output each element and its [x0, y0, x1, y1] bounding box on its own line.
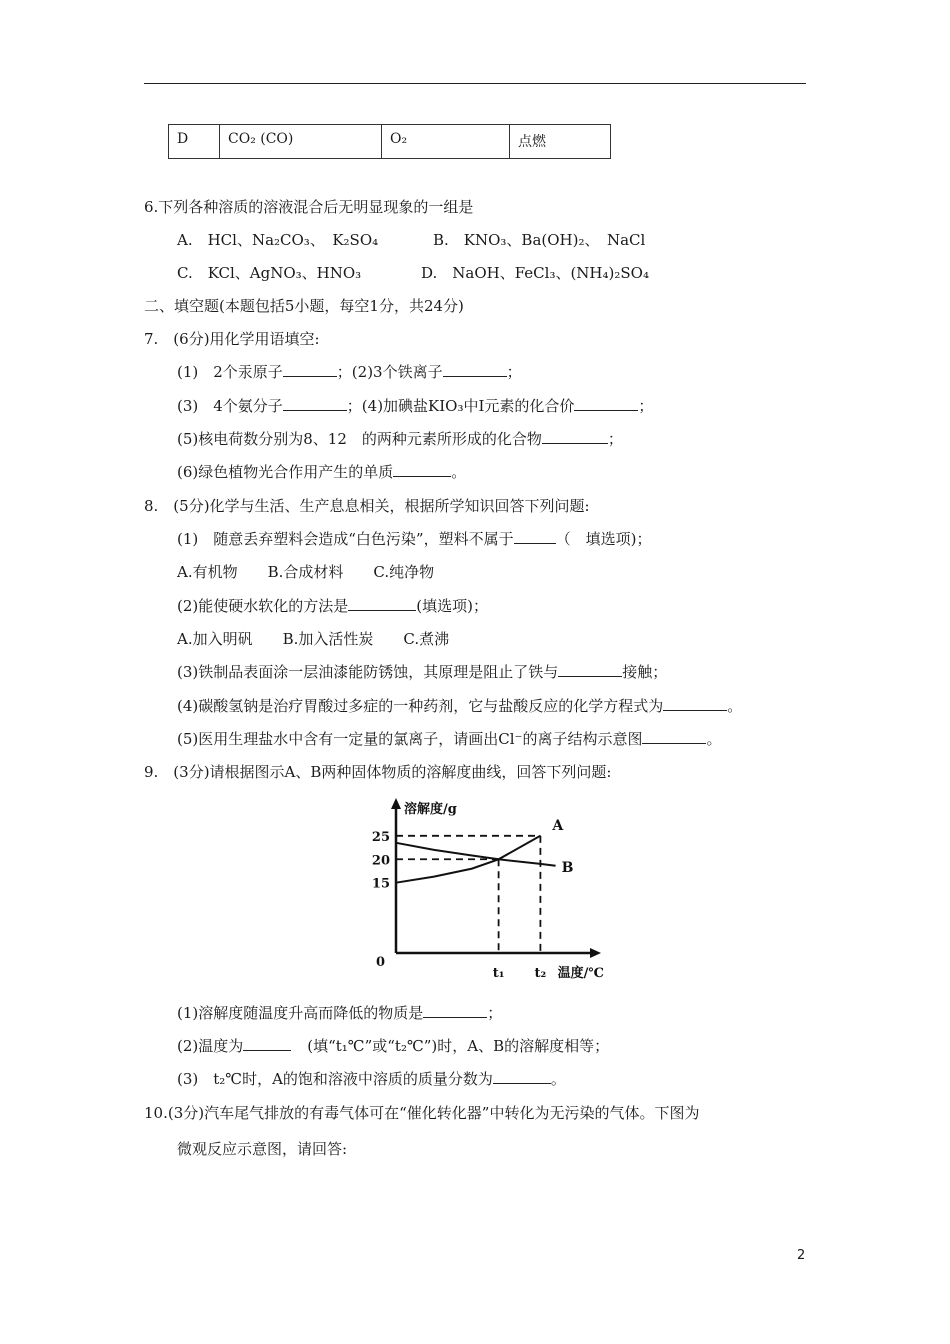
q9-text: (填“t₁℃”或“t₂℃”)时，A、B的溶解度相等；: [307, 1037, 610, 1055]
q8-text: 。: [727, 697, 743, 715]
table-cell: 点燃: [510, 125, 611, 159]
origin-label: 0: [376, 955, 386, 970]
q7-stem: 7. (6分)用化学用语填空:: [144, 330, 320, 348]
answer-blank[interactable]: [542, 429, 608, 444]
page-number: 2: [797, 1248, 806, 1263]
answer-blank[interactable]: [283, 362, 337, 377]
table-cell: CO₂ (CO): [220, 125, 382, 159]
q7-text: (3) 4个氨分子: [177, 397, 283, 415]
q7-text: (1) 2个汞原子: [177, 363, 283, 381]
q7-text: ；(4)加碘盐KIO₃中I元素的化合价: [346, 397, 575, 415]
x-tick-label: t₂: [534, 966, 547, 981]
series-label: A: [552, 817, 564, 834]
q8-options-1: A.有机物 B.合成材料 C.纯净物: [177, 563, 435, 581]
section-heading: 二、填空题(本题包括5小题，每空1分，共24分): [144, 297, 464, 315]
q8-line-4: [177, 696, 742, 716]
q7-text: (5)核电荷数分别为8、12 的两种元素所形成的化合物: [177, 430, 542, 448]
q8-text: 。: [706, 730, 722, 748]
solubility-chart: [356, 795, 616, 990]
x-axis-title: 温度/℃: [557, 966, 604, 981]
answer-blank[interactable]: [423, 1003, 487, 1018]
q8-text: (3)铁制品表面涂一层油漆能防锈蚀，其原理是阻止了铁与: [177, 663, 559, 681]
q8-line-2: [177, 596, 488, 616]
q8-stem: 8. (5分)化学与生活、生产息息相关，根据所学知识回答下列问题:: [144, 497, 590, 515]
answer-blank[interactable]: [663, 696, 727, 711]
answer-blank[interactable]: [443, 362, 507, 377]
table-cell: D: [169, 125, 220, 159]
answer-blank[interactable]: [558, 662, 622, 677]
header-rule: [144, 83, 806, 84]
y-axis-title: 溶解度/g: [404, 802, 457, 817]
q7-text: ；: [638, 397, 654, 415]
q8-text: (5)医用生理盐水中含有一定量的氯离子，请画出Cl⁻的离子结构示意图: [177, 730, 643, 748]
q6-option-c: C. KCl、AgNO₃、HNO₃: [177, 264, 362, 282]
q10-line-2: 微观反应示意图，请回答:: [177, 1140, 348, 1158]
x-axis-arrow: [590, 948, 601, 958]
q8-line-1: [177, 529, 651, 549]
q6-option-b: B. KNO₃、Ba(OH)₂、 NaCl: [433, 231, 646, 249]
q8-text: (1) 随意丢弃塑料会造成“白色污染”，塑料不属于: [177, 530, 514, 548]
q8-line-3: [177, 662, 667, 682]
q6-stem: 6.下列各种溶质的溶液混合后无明显现象的一组是: [144, 198, 474, 216]
q9-line-3: [177, 1069, 566, 1089]
table-row: [169, 125, 611, 159]
q7-text: 。: [451, 463, 467, 481]
answer-blank[interactable]: [393, 462, 451, 477]
answer-blank[interactable]: [283, 396, 347, 411]
q6-option-d: D. NaOH、FeCl₃、(NH₄)₂SO₄: [421, 264, 649, 282]
q10-line-1: 10.(3分)汽车尾气排放的有毒气体可在“催化转化器”中转化为无污染的气体。下图为: [144, 1104, 700, 1122]
answer-blank[interactable]: [574, 396, 638, 411]
option-table: [168, 124, 611, 159]
q9-text: (1)溶解度随温度升高而降低的物质是: [177, 1004, 424, 1022]
q7-line-3: [177, 429, 623, 449]
q8-text: 接触；: [622, 663, 668, 681]
q8-text: (4)碳酸氢钠是治疗胃酸过多症的一种药剂，它与盐酸反应的化学方程式为: [177, 697, 664, 715]
q8-text: （ 填选项)；: [555, 530, 652, 548]
q7-text: ；: [607, 430, 623, 448]
q9-stem: 9. (3分)请根据图示A、B两种固体物质的溶解度曲线，回答下列问题:: [144, 763, 612, 781]
answer-blank[interactable]: [243, 1036, 291, 1051]
y-tick-label: 15: [371, 876, 390, 892]
q9-text: (2)温度为: [177, 1037, 244, 1055]
x-tick-label: t₁: [492, 966, 505, 981]
q7-text: ；: [506, 363, 522, 381]
q7-line-1: [177, 362, 522, 382]
q9-text: ；: [487, 1004, 503, 1022]
q9-line-2: [177, 1036, 609, 1056]
q6-option-a: A. HCl、Na₂CO₃、 K₂SO₄: [177, 231, 379, 249]
q8-line-5: [177, 729, 721, 749]
table-cell: O₂: [382, 125, 510, 159]
q7-text: ；(2)3个铁离子: [336, 363, 443, 381]
q7-line-4: [177, 462, 466, 482]
y-axis-arrow: [391, 798, 401, 809]
answer-blank[interactable]: [642, 729, 706, 744]
answer-blank[interactable]: [348, 596, 416, 611]
y-tick-label: 20: [371, 853, 390, 869]
q9-text: (3) t₂℃时，A的饱和溶液中溶质的质量分数为: [177, 1070, 493, 1088]
series-line-B: [396, 843, 556, 866]
q7-line-2: [177, 396, 653, 416]
answer-blank[interactable]: [493, 1069, 551, 1084]
q8-options-2: A.加入明矾 B.加入活性炭 C.煮沸: [177, 630, 450, 648]
y-tick-label: 25: [371, 829, 390, 845]
q8-text: (填选项)；: [416, 597, 488, 615]
q9-line-1: [177, 1003, 502, 1023]
q7-text: (6)绿色植物光合作用产生的单质: [177, 463, 394, 481]
series-label: B: [561, 859, 574, 876]
q9-text: 。: [550, 1070, 566, 1088]
q8-text: (2)能使硬水软化的方法是: [177, 597, 349, 615]
answer-blank[interactable]: [514, 529, 556, 544]
